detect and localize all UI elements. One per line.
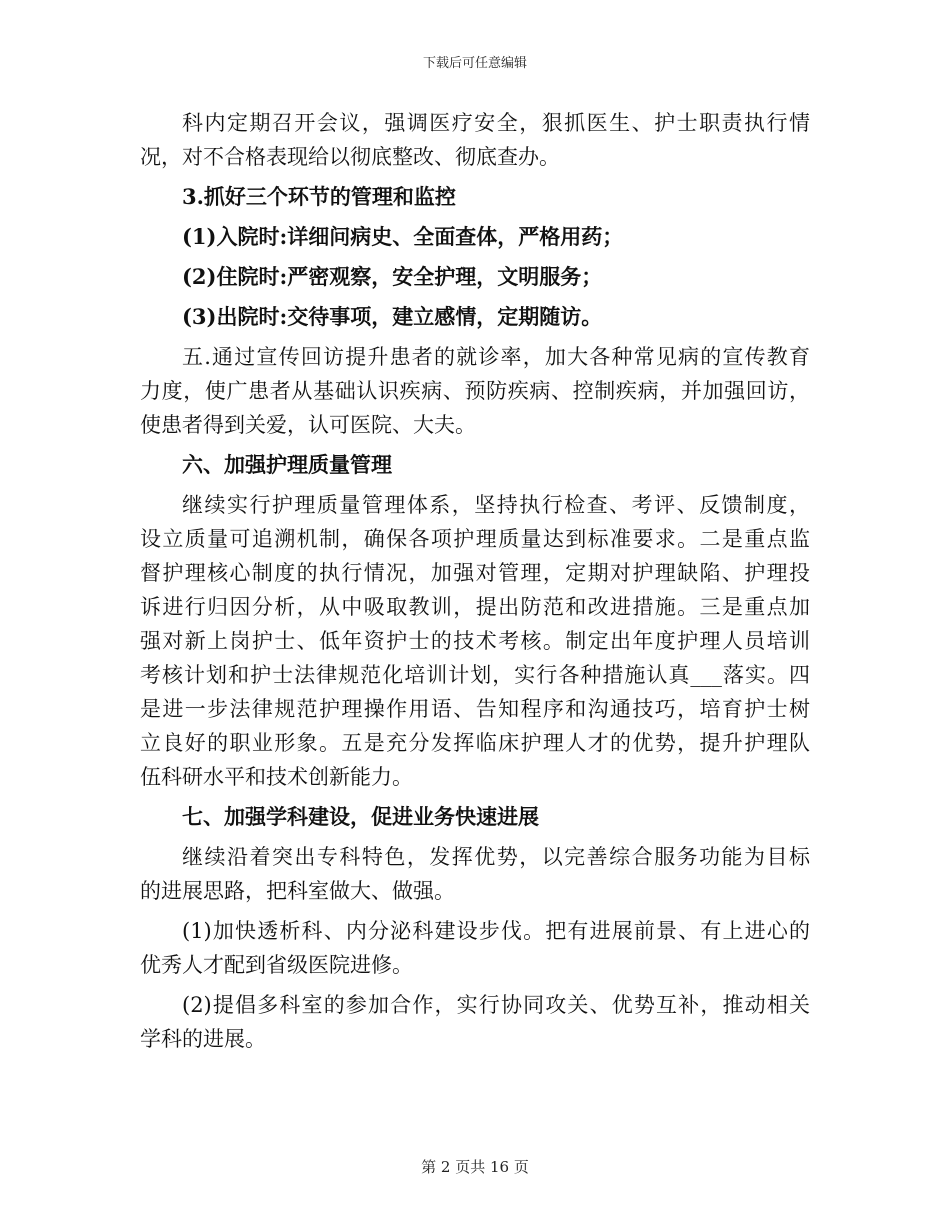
text-line: 力度，使广患者从基础认识疾病、预防疾病、控制疾病，并加强回访， xyxy=(140,379,810,403)
section-heading-3: 3.抓好三个环节的管理和监控 xyxy=(182,184,456,209)
list-item-inpatient: (2)住院时:严密观察，安全护理，文明服务； xyxy=(182,264,603,289)
text-line: 使患者得到关爱，认可医院、大夫。 xyxy=(140,413,476,437)
paragraph-item-1 xyxy=(140,914,810,982)
page-footer: 第 2 页共 16 页 xyxy=(421,1158,529,1176)
text-line: 伍科研水平和技术创新能力。 xyxy=(140,765,413,789)
text-line: 立良好的职业形象。五是充分发挥临床护理人才的优势，提升护理队 xyxy=(140,731,810,755)
text-line: 设立质量可追溯机制，确保各项护理质量达到标准要求。二是重点监 xyxy=(140,527,810,551)
paragraph-discipline xyxy=(140,840,810,908)
text-line: 诉进行归因分析，从中吸取教训，提出防范和改进措施。三是重点加 xyxy=(140,595,810,619)
list-item-discharge: (3)出院时:交待事项，建立感情，定期随访。 xyxy=(182,304,603,329)
text-line: 强对新上岗护士、低年资护士的技术考核。制定出年度护理人员培训 xyxy=(140,629,810,653)
list-item-admission: (1)入院时:详细问病史、全面查体，严格用药； xyxy=(182,224,624,249)
document-body xyxy=(140,106,810,1062)
text-line: 况，对不合格表现给以彻底整改、彻底查办。 xyxy=(140,145,560,169)
paragraph-nursing-quality xyxy=(140,488,810,794)
section-heading-6: 六、加强护理质量管理 xyxy=(182,452,392,477)
text-line: 是进一步法律规范护理操作用语、告知程序和沟通技巧，培育护士树 xyxy=(140,697,810,721)
text-line: 继续实行护理质量管理体系，坚持执行检查、考评、反馈制度， xyxy=(182,493,810,517)
text-line: (2)提倡多科室的参加合作，实行协同攻关、优势互补，推动相关 xyxy=(182,993,810,1017)
page-header: 下载后可任意编辑 xyxy=(422,56,527,71)
text-line: 继续沿着突出专科特色，发挥优势，以完善综合服务功能为目标 xyxy=(182,845,810,869)
text-line: 五.通过宣传回访提升患者的就诊率，加大各种常见病的宣传教育 xyxy=(182,345,810,369)
text-line: 学科的进展。 xyxy=(140,1027,266,1051)
text-line: 科内定期召开会议，强调医疗安全，狠抓医生、护士职责执行情 xyxy=(182,111,810,135)
paragraph-meeting xyxy=(140,106,810,174)
text-line: 优秀人才配到省级医院进修。 xyxy=(140,953,413,977)
paragraph-section-5 xyxy=(140,340,810,442)
section-heading-7: 七、加强学科建设，促进业务快速进展 xyxy=(182,804,539,829)
paragraph-item-2 xyxy=(140,988,810,1056)
text-line: 考核计划和护士法律规范化培训计划，实行各种措施认真___落实。四 xyxy=(140,663,810,687)
text-line: (1)加快透析科、内分泌科建设步伐。把有进展前景、有上进心的 xyxy=(182,919,810,943)
text-line: 的进展思路，把科室做大、做强。 xyxy=(140,879,455,903)
text-line: 督护理核心制度的执行情况，加强对管理，定期对护理缺陷、护理投 xyxy=(140,561,810,585)
